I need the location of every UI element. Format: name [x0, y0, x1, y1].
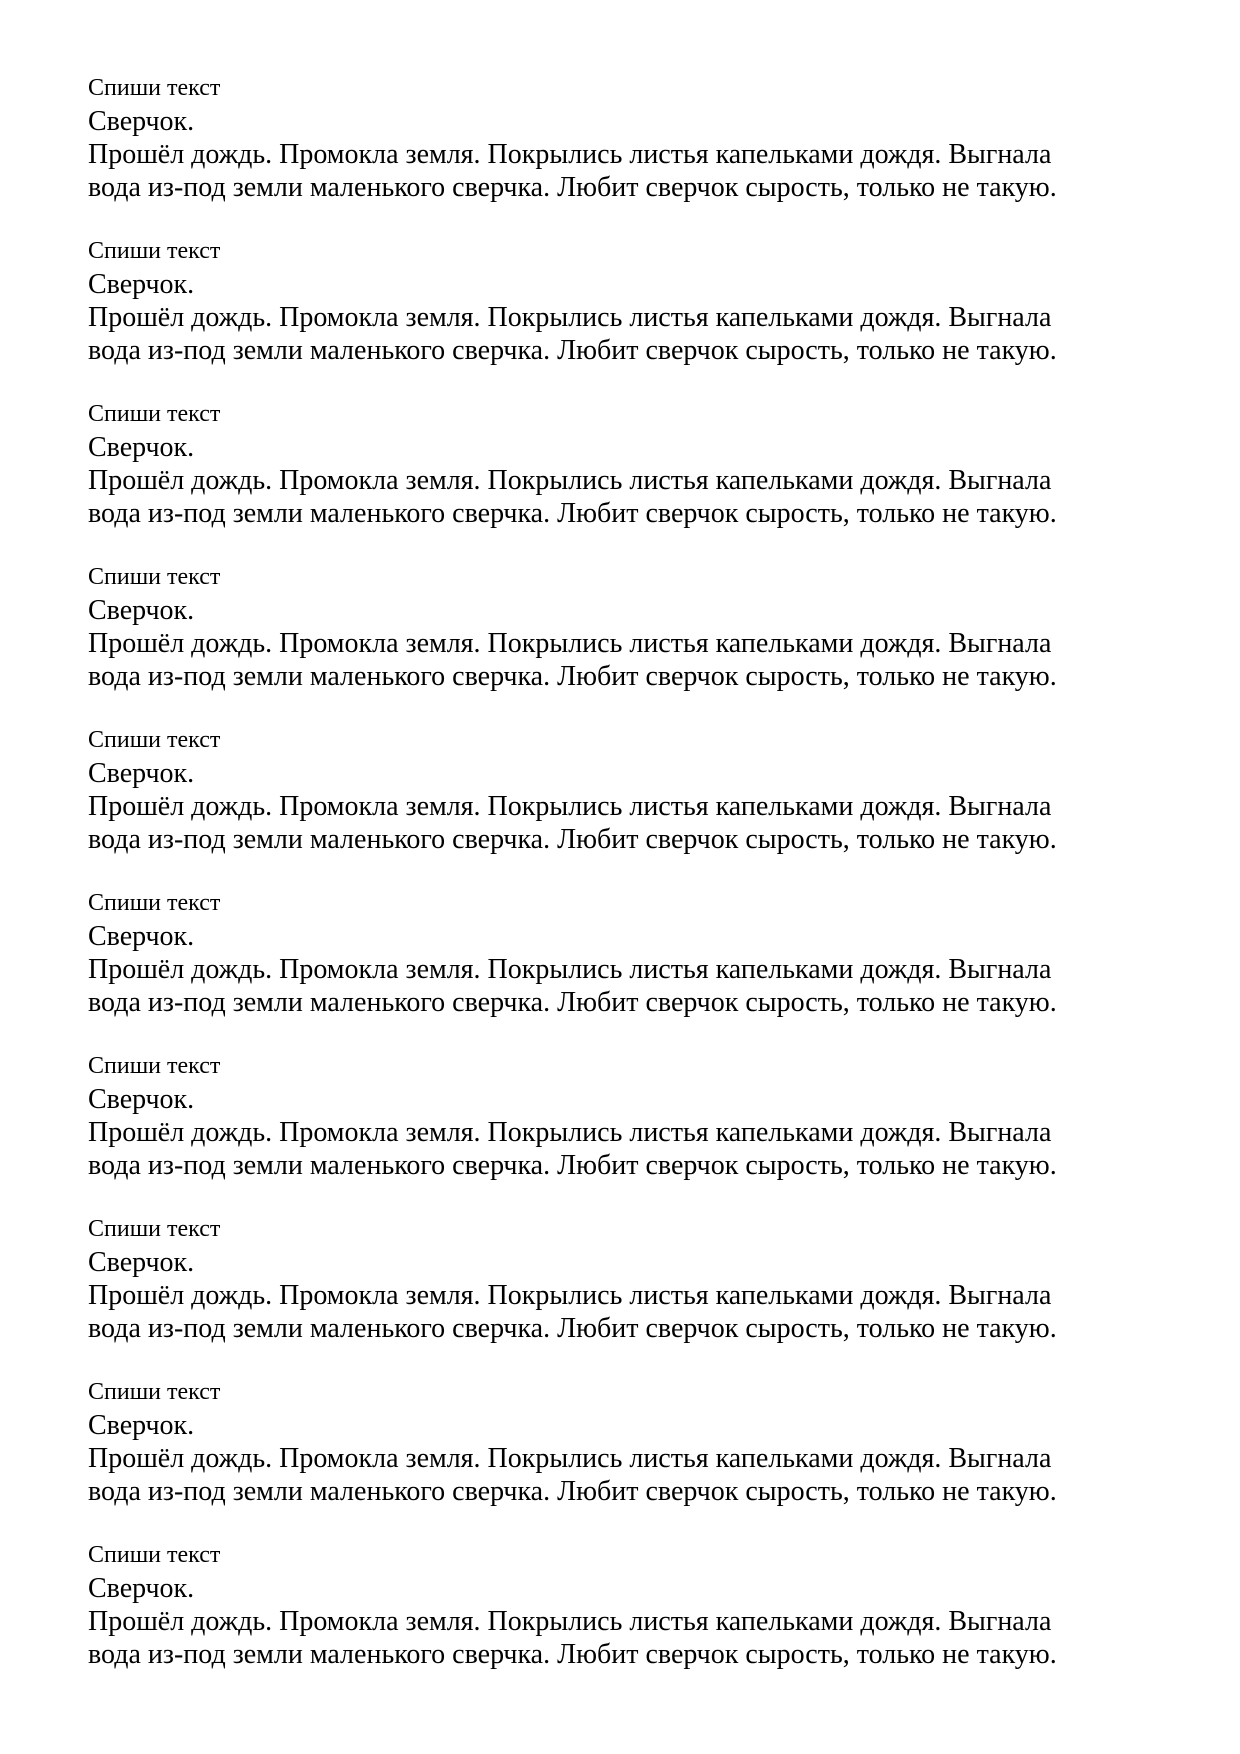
text-title: Сверчок. [88, 1410, 195, 1441]
text-body [88, 627, 1107, 693]
body-line-2: вода из-под земли маленького сверчка. Любит сверчок сырость, только не такую. [88, 1313, 1057, 1344]
text-title: Сверчок. [88, 1573, 195, 1604]
body-line-2: вода из-под земли маленького сверчка. Любит сверчок сырость, только не такую. [88, 498, 1057, 529]
text-title: Сверчок. [88, 1247, 195, 1278]
exercise-block [88, 560, 1107, 693]
exercise-block [88, 71, 1107, 204]
instruction-label: Спиши текст [88, 1379, 221, 1405]
body-line-2: вода из-под земли маленького сверчка. Любит сверчок сырость, только не такую. [88, 335, 1057, 366]
text-title: Сверчок. [88, 921, 195, 952]
text-body [88, 464, 1107, 530]
instruction-label: Спиши текст [88, 890, 221, 916]
instruction-label: Спиши текст [88, 238, 221, 264]
instruction-label: Спиши текст [88, 75, 221, 101]
exercise-block [88, 1049, 1107, 1182]
body-line-1: Прошёл дождь. Промокла земля. Покрылись листья капельками дождя. Выгнала [88, 954, 1052, 985]
text-body [88, 301, 1107, 367]
instruction-label: Спиши текст [88, 727, 221, 753]
body-line-2: вода из-под земли маленького сверчка. Любит сверчок сырость, только не такую. [88, 824, 1057, 855]
body-line-2: вода из-под земли маленького сверчка. Любит сверчок сырость, только не такую. [88, 661, 1057, 692]
body-line-2: вода из-под земли маленького сверчка. Любит сверчок сырость, только не такую. [88, 172, 1057, 203]
text-title: Сверчок. [88, 758, 195, 789]
body-line-1: Прошёл дождь. Промокла земля. Покрылись листья капельками дождя. Выгнала [88, 302, 1052, 333]
text-title: Сверчок. [88, 269, 195, 300]
text-title: Сверчок. [88, 595, 195, 626]
text-title: Сверчок. [88, 432, 195, 463]
body-line-2: вода из-под земли маленького сверчка. Любит сверчок сырость, только не такую. [88, 987, 1057, 1018]
body-line-2: вода из-под земли маленького сверчка. Любит сверчок сырость, только не такую. [88, 1639, 1057, 1670]
instruction-label: Спиши текст [88, 1542, 221, 1568]
text-title: Сверчок. [88, 1084, 195, 1115]
body-line-1: Прошёл дождь. Промокла земля. Покрылись листья капельками дождя. Выгнала [88, 465, 1052, 496]
instruction-label: Спиши текст [88, 1053, 221, 1079]
text-body [88, 1279, 1107, 1345]
body-line-2: вода из-под земли маленького сверчка. Любит сверчок сырость, только не такую. [88, 1150, 1057, 1181]
body-line-1: Прошёл дождь. Промокла земля. Покрылись листья капельками дождя. Выгнала [88, 1606, 1052, 1637]
body-line-1: Прошёл дождь. Промокла земля. Покрылись листья капельками дождя. Выгнала [88, 1117, 1052, 1148]
exercise-block [88, 1375, 1107, 1508]
text-title: Сверчок. [88, 106, 195, 137]
exercise-block [88, 886, 1107, 1019]
body-line-1: Прошёл дождь. Промокла земля. Покрылись листья капельками дождя. Выгнала [88, 791, 1052, 822]
text-body [88, 790, 1107, 856]
body-line-1: Прошёл дождь. Промокла земля. Покрылись листья капельками дождя. Выгнала [88, 628, 1052, 659]
text-body [88, 1442, 1107, 1508]
instruction-label: Спиши текст [88, 401, 221, 427]
instruction-label: Спиши текст [88, 1216, 221, 1242]
exercise-block [88, 1538, 1107, 1671]
instruction-label: Спиши текст [88, 564, 221, 590]
text-body [88, 138, 1107, 204]
exercise-block [88, 723, 1107, 856]
body-line-1: Прошёл дождь. Промокла земля. Покрылись листья капельками дождя. Выгнала [88, 139, 1052, 170]
text-body [88, 1116, 1107, 1182]
text-body [88, 953, 1107, 1019]
body-line-2: вода из-под земли маленького сверчка. Любит сверчок сырость, только не такую. [88, 1476, 1057, 1507]
exercise-block [88, 1212, 1107, 1345]
exercise-block [88, 234, 1107, 367]
blocks-container [88, 71, 1107, 1671]
body-line-1: Прошёл дождь. Промокла земля. Покрылись листья капельками дождя. Выгнала [88, 1280, 1052, 1311]
text-body [88, 1605, 1107, 1671]
body-line-1: Прошёл дождь. Промокла земля. Покрылись листья капельками дождя. Выгнала [88, 1443, 1052, 1474]
exercise-block [88, 397, 1107, 530]
